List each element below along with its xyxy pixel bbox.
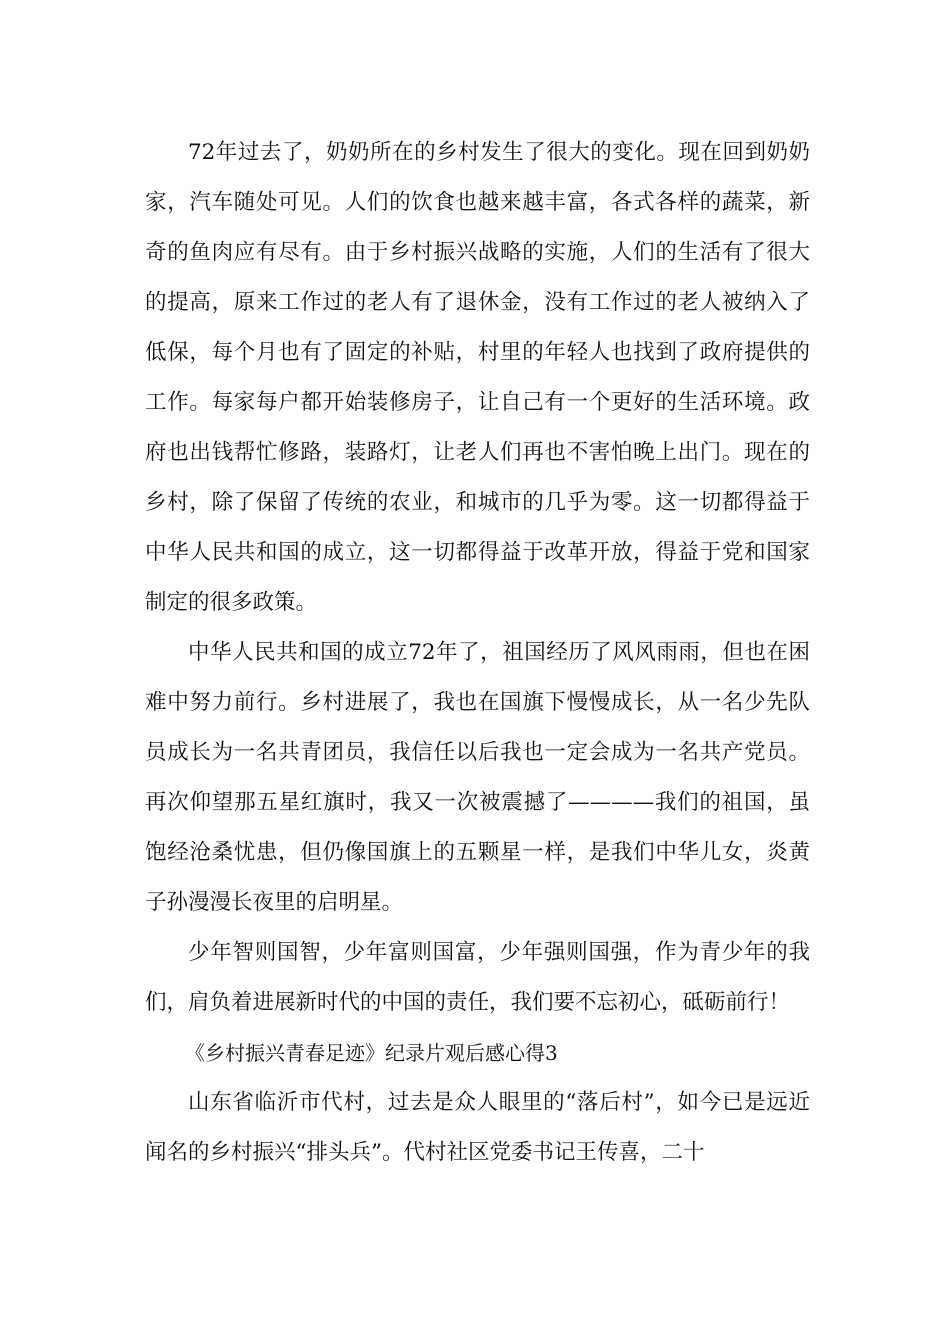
paragraph-daicun-village: 山东省临沂市代村，过去是众人眼里的“落后村”，如今已是远近闻名的乡村振兴“排头兵”。代村社区党委书记王传喜，二十 <box>145 1090 810 1165</box>
section-heading: 《乡村振兴青春足迹》纪录片观后感心得3 <box>185 1041 558 1065</box>
document-page <box>145 128 810 1178</box>
paragraph-village-changes: 72年过去了，奶奶所在的乡村发生了很大的变化。现在回到奶奶家，汽车随处可见。人们的饮食也越来越丰富，各式各样的蔬菜，新奇的鱼肉应有尽有。由于乡村振兴战略的实施，人们的生活有了很大的提高，原来工作过的老人有了退休金，没有工作过的老人被纳入了低保，每个月也有了固定的补贴，村里的年轻人也找到了政府提供的工作。每家每户都开始装修房子，让自己有一个更好的生活环境。政府也出钱帮忙修路，装路灯，让老人们再也不害怕晚上出门。现在的乡村，除了保留了传统的农业，和城市的几乎为零。这一切都得益于中华人民共和国的成立，这一切都得益于改革开放，得益于党和国家制定的很多政策。 <box>145 140 810 615</box>
paragraph-youth-responsibility: 少年智则国智，少年富则国富，少年强则国强，作为青少年的我们，肩负着进展新时代的中国的责任，我们要不忘初心，砥砺前行！ <box>145 940 810 1015</box>
paragraph-motherland-growth: 中华人民共和国的成立72年了，祖国经历了风风雨雨，但也在困难中努力前行。乡村进展了，我也在国旗下慢慢成长，从一名少先队员成长为一名共青团员，我信任以后我也一定会成为一名共产党员。再次仰望那五星红旗时，我又一次被震撼了————我们的祖国，虽饱经沧桑忧患，但仍像国旗上的五颗星一样，是我们中华儿女，炎黄子孙漫漫长夜里的启明星。 <box>145 640 810 915</box>
